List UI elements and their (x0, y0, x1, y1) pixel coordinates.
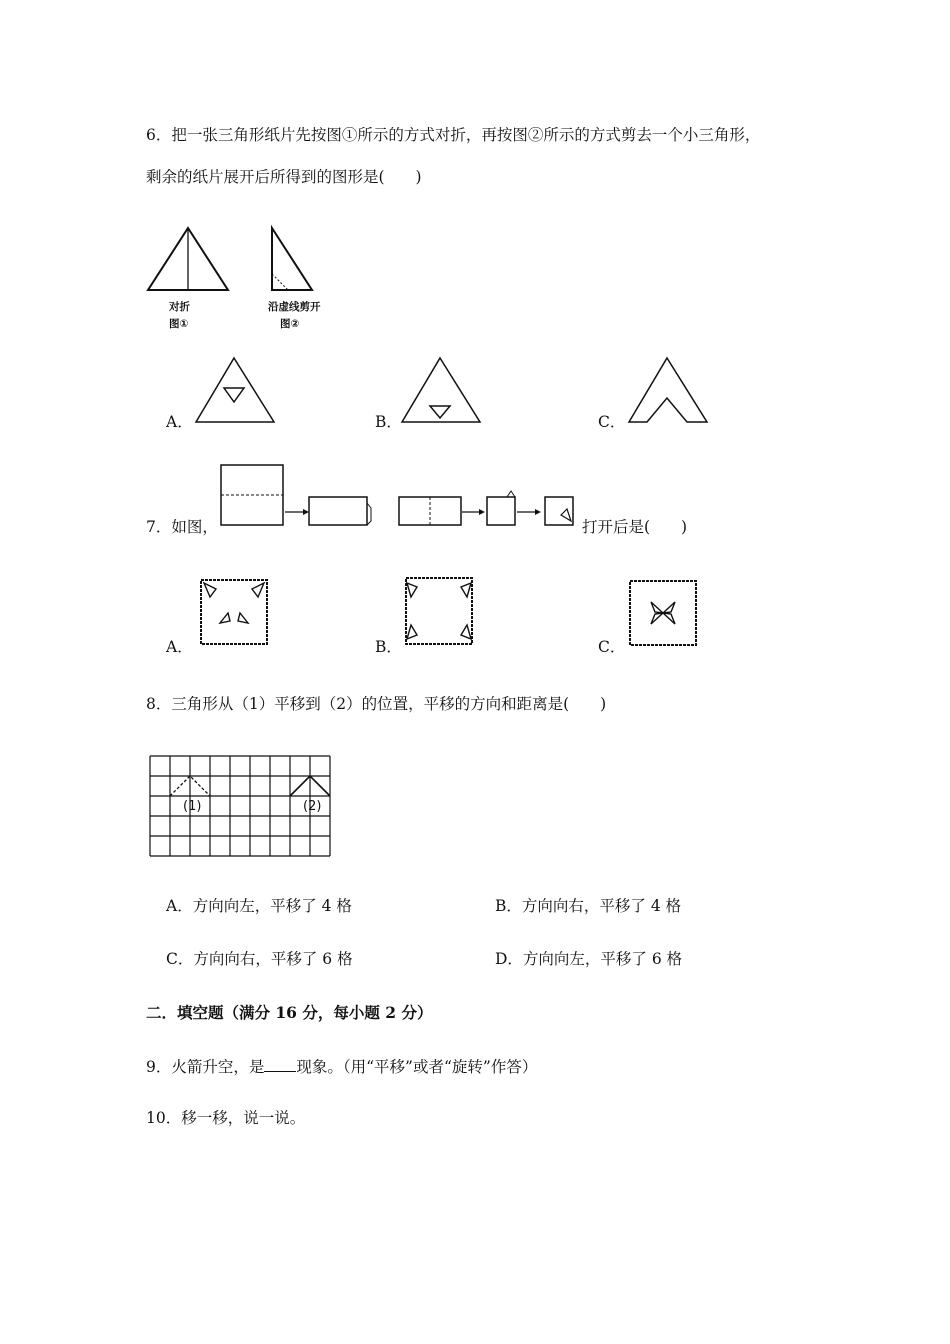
q6-figure2-cut (266, 224, 326, 294)
q6-fig1-number: 图① (169, 318, 189, 330)
q8-stem: 8．三角形从（1）平移到（2）的位置，平移的方向和距离是( ) (146, 695, 607, 713)
q9-answer-blank[interactable] (264, 1058, 296, 1072)
q7-option-c-label[interactable]: C． (598, 638, 626, 656)
q7-folding-sequence (219, 463, 581, 529)
q7-stem-suffix: 打开后是( ) (582, 518, 688, 536)
q6-stem-line1: 6．把一张三角形纸片先按图①所示的方式对折，再按图②所示的方式剪去一个小三角形， (146, 126, 761, 144)
q6-option-a-figure (194, 356, 278, 426)
q7-option-a-label[interactable]: A． (166, 638, 193, 656)
q9-text-after: 现象。（用“平移”或者“旋转”作答） (296, 1058, 538, 1076)
q8-option-c[interactable]: C．方向向右，平移了 6 格 (166, 950, 353, 968)
q8-label-2: (2) (303, 799, 322, 814)
q6-option-b-label[interactable]: B． (375, 413, 402, 431)
q9-text-before: 9．火箭升空，是 (146, 1058, 265, 1076)
q6-fig2-caption: 沿虚线剪开 (268, 301, 321, 313)
q6-fig2-number: 图② (280, 318, 300, 330)
q6-option-b-figure (400, 356, 484, 426)
q7-option-b-label[interactable]: B． (375, 638, 402, 656)
q6-option-c-figure (627, 356, 711, 426)
q6-option-c-label[interactable]: C． (598, 413, 626, 431)
q10-stem: 10．移一移，说一说。 (146, 1109, 306, 1127)
q8-label-1: (1) (183, 799, 202, 814)
q7-option-c-figure (627, 578, 701, 650)
q8-option-a[interactable]: A．方向向左，平移了 4 格 (166, 897, 352, 915)
q8-option-d[interactable]: D．方向向左，平移了 6 格 (495, 950, 683, 968)
q6-option-a-label[interactable]: A． (166, 413, 193, 431)
section2-heading: 二．填空题（满分 16 分，每小题 2 分） (146, 1003, 433, 1022)
q7-option-a-figure (198, 577, 272, 649)
q8-grid-figure (148, 752, 354, 860)
q8-option-b[interactable]: B．方向向右，平移了 4 格 (495, 897, 682, 915)
q7-stem-prefix: 7．如图， (146, 518, 218, 536)
q6-fig1-caption: 对折 (169, 301, 190, 313)
q9-stem (146, 1058, 537, 1076)
q6-stem-line2: 剩余的纸片展开后所得到的图形是( ) (146, 168, 422, 186)
q7-option-b-figure (403, 575, 477, 649)
q6-figure1-fold (146, 224, 236, 294)
